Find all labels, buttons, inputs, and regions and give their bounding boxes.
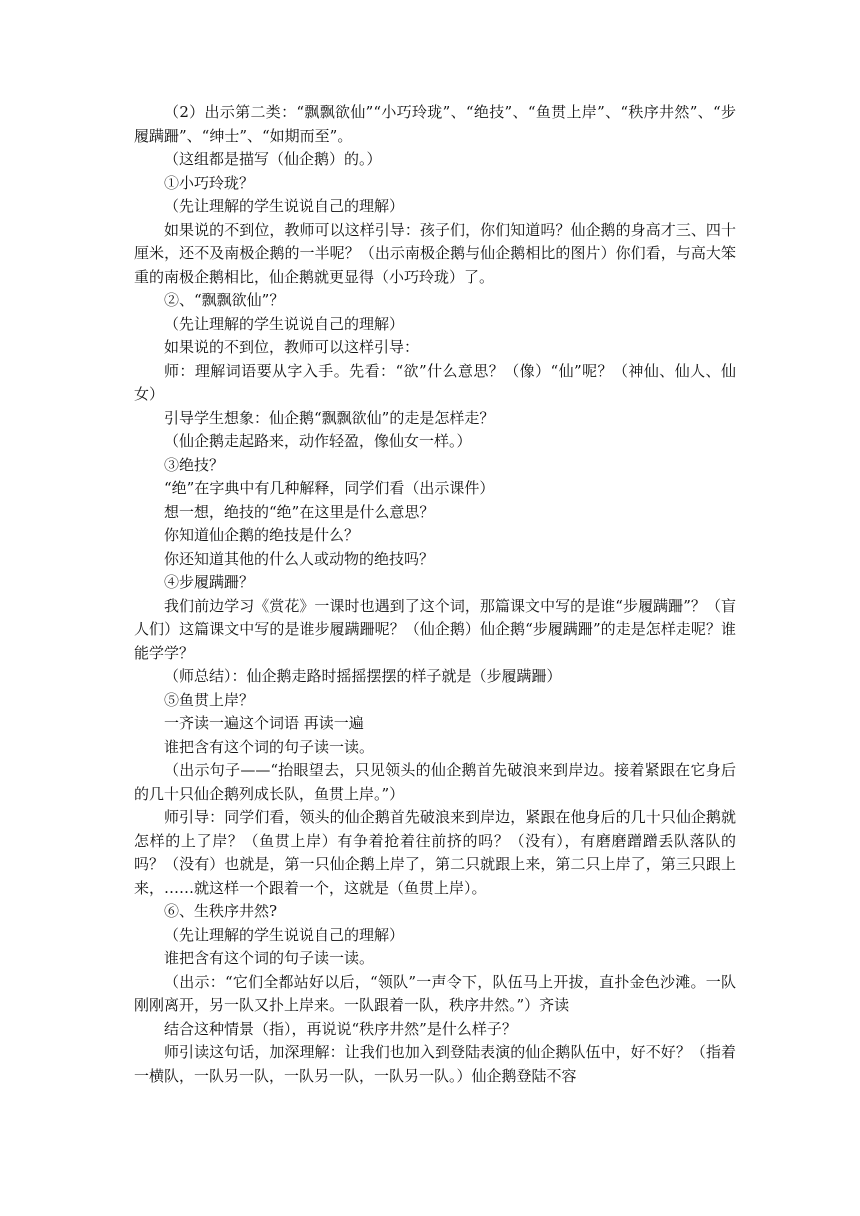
paragraph: 结合这种情景（指），再说说“秩序井然”是什么样子？ <box>164 1019 517 1038</box>
paragraph: （出示：“它们全都站好以后，“领队”一声令下，队伍马上开拔，直扑金色沙滩。一队刚刚离开，另一队又扑上岸来。一队跟着一队，秩序井然。”）齐读 <box>134 972 736 1014</box>
paragraph: （先让理解的学生说说自己的理解） <box>164 314 405 333</box>
paragraph: 引导学生想象：仙企鹅“飘飘欲仙”的走是怎样走？ <box>164 408 495 427</box>
paragraph: （2）出示第二类：“飘飘欲仙”“小巧玲珑”、“绝技”、“鱼贯上岸”、“秩序井然”、“步履蹒跚”、“绅士”、“如期而至”。 <box>134 103 736 145</box>
paragraph: 师：理解词语要从字入手。先看：“欲”什么意思？（像）“仙”呢？（神仙、仙人、仙女） <box>134 361 736 403</box>
document-body <box>134 101 736 1088</box>
paragraph: （仙企鹅走起路来，动作轻盈，像仙女一样。） <box>164 432 472 450</box>
paragraph: （先让理解的学生说说自己的理解） <box>164 925 405 944</box>
paragraph: ①小巧玲珑？ <box>164 173 255 192</box>
paragraph: 谁把含有这个词的句子读一读。 <box>164 737 375 756</box>
paragraph: ③绝技？ <box>164 455 225 474</box>
paragraph: 我们前边学习《赏花》一课时也遇到了这个词，那篇课文中写的是谁“步履蹒跚”？（盲人们）这篇课文中写的是谁步履蹒跚呢？（仙企鹅）仙企鹅“步履蹒跚”的走是怎样走呢？谁能学学？ <box>134 596 736 662</box>
paragraph: 如果说的不到位，教师可以这样引导： <box>164 338 420 356</box>
paragraph: 师引读这句话，加深理解：让我们也加入到登陆表演的仙企鹅队伍中，好不好？（指着一横队，一队另一队，一队另一队，一队另一队。）仙企鹅登陆不容 <box>134 1043 736 1085</box>
paragraph: （师总结）：仙企鹅走路时摇摇摆摆的样子就是（步履蹒跚） <box>164 667 562 685</box>
paragraph: （出示句子——“抬眼望去，只见领头的仙企鹅首先破浪来到岸边。接着紧跟在它身后的几十只仙企鹅列成长队，鱼贯上岸。”） <box>134 761 736 803</box>
paragraph: ⑤鱼贯上岸？ <box>164 690 255 709</box>
paragraph: 师引导：同学们看，领头的仙企鹅首先破浪来到岸边，紧跟在他身后的几十只仙企鹅就怎样的上了岸？（鱼贯上岸）有争着抢着往前挤的吗？（没有），有磨磨蹭蹭丢队落队的吗？（没有）也就是，第一只仙企鹅上岸了，第二只就跟上来，第二只上岸了，第三只跟上来，……就这样一个跟着一个，这就是（鱼贯上岸）。 <box>134 808 736 897</box>
paragraph: 一齐读一遍这个词语 再读一遍 <box>164 714 364 732</box>
paragraph: 你还知道其他的什么人或动物的绝技吗？ <box>164 549 435 568</box>
paragraph: ④步履蹒跚？ <box>164 573 255 591</box>
paragraph: 如果说的不到位，教师可以这样引导：孩子们，你们知道吗？仙企鹅的身高才三、四十厘米，还不及南极企鹅的一半呢？（出示南极企鹅与仙企鹅相比的图片）你们看，与高大笨重的南极企鹅相比，仙企鹅就更显得（小巧玲珑）了。 <box>134 220 736 286</box>
paragraph: “绝”在字典中有几种解释，同学们看（出示课件） <box>164 479 495 497</box>
paragraph: 你知道仙企鹅的绝技是什么？ <box>164 526 360 544</box>
paragraph: （先让理解的学生说说自己的理解） <box>164 197 405 215</box>
paragraph: （这组都是描写（仙企鹅）的。） <box>164 150 382 168</box>
paragraph: ⑥、生秩序井然? <box>164 902 278 920</box>
paragraph: 谁把含有这个词的句子读一读。 <box>164 949 375 967</box>
paragraph: 想一想，绝技的“绝”在这里是什么意思？ <box>164 502 435 521</box>
paragraph: ②、“飘飘欲仙”？ <box>164 291 285 309</box>
